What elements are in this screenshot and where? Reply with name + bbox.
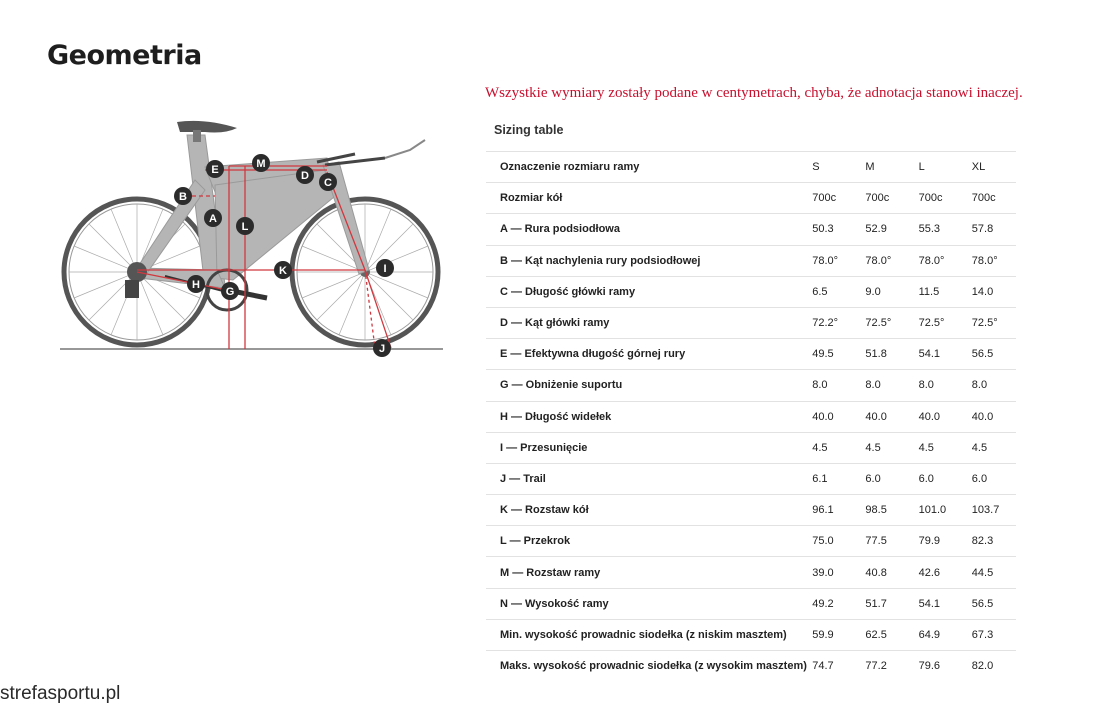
page-title: Geometria xyxy=(47,40,202,71)
value-cell: 54.1 xyxy=(919,588,972,619)
table-row xyxy=(486,557,1016,588)
table-row xyxy=(486,370,1016,401)
value-cell: 72.2° xyxy=(812,307,865,338)
value-cell: 59.9 xyxy=(812,619,865,650)
row-label: L — Przekrok xyxy=(486,526,812,557)
aerobars xyxy=(317,140,425,165)
row-label: B — Kąt nachylenia rury podsiodłowej xyxy=(486,245,812,276)
table-row xyxy=(486,651,1016,682)
svg-text:C: C xyxy=(324,177,332,189)
watermark: strefasportu.pl xyxy=(0,683,121,704)
label-g-marker xyxy=(221,282,239,300)
value-cell: 40.8 xyxy=(865,557,918,588)
table-row xyxy=(486,526,1016,557)
table-row xyxy=(486,245,1016,276)
row-label: Rozmiar kół xyxy=(486,183,812,214)
value-cell: 4.5 xyxy=(919,432,972,463)
table-row xyxy=(486,463,1016,494)
value-cell: 78.0° xyxy=(919,245,972,276)
value-cell: 77.5 xyxy=(865,526,918,557)
table-row xyxy=(486,588,1016,619)
units-note: Wszystkie wymiary zostały podane w centymetrach, chyba, że adnotacja stanowi inaczej. xyxy=(485,85,1023,101)
label-c-marker xyxy=(319,173,337,191)
value-cell: 82.0 xyxy=(972,651,1016,682)
value-cell: 49.2 xyxy=(812,588,865,619)
value-cell: 700c xyxy=(812,183,865,214)
value-cell: 64.9 xyxy=(919,619,972,650)
value-cell: 52.9 xyxy=(865,214,918,245)
svg-text:D: D xyxy=(301,170,309,182)
geometry-table xyxy=(486,151,1016,681)
row-label: D — Kąt główki ramy xyxy=(486,307,812,338)
table-header-row xyxy=(486,152,1016,183)
value-cell: 14.0 xyxy=(972,276,1016,307)
label-b-marker xyxy=(174,187,192,205)
label-e-marker xyxy=(206,160,224,178)
value-cell: 40.0 xyxy=(865,401,918,432)
svg-text:E: E xyxy=(211,164,219,176)
value-cell: 51.7 xyxy=(865,588,918,619)
row-label: G — Obniżenie suportu xyxy=(486,370,812,401)
table-row xyxy=(486,183,1016,214)
value-cell: 78.0° xyxy=(865,245,918,276)
saddle xyxy=(177,121,237,133)
value-cell: 55.3 xyxy=(919,214,972,245)
label-d-marker xyxy=(296,166,314,184)
value-cell: 40.0 xyxy=(972,401,1016,432)
header-cell-size: M xyxy=(865,152,918,183)
value-cell: 4.5 xyxy=(972,432,1016,463)
sizing-table-title: Sizing table xyxy=(494,123,564,137)
value-cell: 50.3 xyxy=(812,214,865,245)
table-row xyxy=(486,495,1016,526)
value-cell: 96.1 xyxy=(812,495,865,526)
value-cell: 62.5 xyxy=(865,619,918,650)
svg-text:M: M xyxy=(256,158,266,170)
value-cell: 42.6 xyxy=(919,557,972,588)
svg-text:H: H xyxy=(192,279,200,291)
svg-text:K: K xyxy=(279,265,287,277)
label-l-marker xyxy=(236,217,254,235)
value-cell: 82.3 xyxy=(972,526,1016,557)
value-cell: 98.5 xyxy=(865,495,918,526)
value-cell: 8.0 xyxy=(919,370,972,401)
value-cell: 51.8 xyxy=(865,339,918,370)
value-cell: 11.5 xyxy=(919,276,972,307)
header-cell-size: S xyxy=(812,152,865,183)
value-cell: 40.0 xyxy=(812,401,865,432)
value-cell: 56.5 xyxy=(972,588,1016,619)
value-cell: 4.5 xyxy=(865,432,918,463)
value-cell: 75.0 xyxy=(812,526,865,557)
row-label: Min. wysokość prowadnic siodełka (z niskim masztem) xyxy=(486,619,812,650)
row-label: K — Rozstaw kół xyxy=(486,495,812,526)
value-cell: 8.0 xyxy=(812,370,865,401)
label-i-marker xyxy=(376,259,394,277)
table-row xyxy=(486,307,1016,338)
label-h-marker xyxy=(187,275,205,293)
label-a-marker xyxy=(204,209,222,227)
table-row xyxy=(486,432,1016,463)
value-cell: 78.0° xyxy=(812,245,865,276)
value-cell: 40.0 xyxy=(919,401,972,432)
value-cell: 101.0 xyxy=(919,495,972,526)
value-cell: 4.5 xyxy=(812,432,865,463)
bike-geometry-diagram xyxy=(55,110,455,365)
value-cell: 700c xyxy=(972,183,1016,214)
header-cell-label: Oznaczenie rozmiaru ramy xyxy=(486,152,812,183)
row-label: A — Rura podsiodłowa xyxy=(486,214,812,245)
value-cell: 67.3 xyxy=(972,619,1016,650)
table-row xyxy=(486,401,1016,432)
svg-text:G: G xyxy=(225,286,235,298)
row-label: H — Długość widełek xyxy=(486,401,812,432)
table-row xyxy=(486,619,1016,650)
value-cell: 72.5° xyxy=(972,307,1016,338)
value-cell: 72.5° xyxy=(919,307,972,338)
value-cell: 9.0 xyxy=(865,276,918,307)
label-m-marker xyxy=(252,154,270,172)
row-label: I — Przesunięcie xyxy=(486,432,812,463)
svg-text:I: I xyxy=(383,263,387,275)
header-cell-size: L xyxy=(919,152,972,183)
table-row xyxy=(486,276,1016,307)
value-cell: 78.0° xyxy=(972,245,1016,276)
label-j-marker xyxy=(373,339,391,357)
svg-text:J: J xyxy=(378,343,386,355)
value-cell: 6.5 xyxy=(812,276,865,307)
svg-text:L: L xyxy=(241,221,249,233)
value-cell: 72.5° xyxy=(865,307,918,338)
value-cell: 57.8 xyxy=(972,214,1016,245)
table-row xyxy=(486,339,1016,370)
value-cell: 79.9 xyxy=(919,526,972,557)
svg-text:A: A xyxy=(209,213,217,225)
table-row xyxy=(486,214,1016,245)
header-cell-size: XL xyxy=(972,152,1016,183)
value-cell: 56.5 xyxy=(972,339,1016,370)
svg-text:B: B xyxy=(179,191,187,203)
value-cell: 6.0 xyxy=(919,463,972,494)
value-cell: 700c xyxy=(919,183,972,214)
value-cell: 8.0 xyxy=(865,370,918,401)
row-label: M — Rozstaw ramy xyxy=(486,557,812,588)
value-cell: 8.0 xyxy=(972,370,1016,401)
row-label: E — Efektywna długość górnej rury xyxy=(486,339,812,370)
row-label: Maks. wysokość prowadnic siodełka (z wysokim masztem) xyxy=(486,651,812,682)
value-cell: 103.7 xyxy=(972,495,1016,526)
row-label: C — Długość główki ramy xyxy=(486,276,812,307)
row-label: J — Trail xyxy=(486,463,812,494)
value-cell: 700c xyxy=(865,183,918,214)
value-cell: 49.5 xyxy=(812,339,865,370)
label-k-marker xyxy=(274,261,292,279)
value-cell: 54.1 xyxy=(919,339,972,370)
value-cell: 6.1 xyxy=(812,463,865,494)
value-cell: 6.0 xyxy=(972,463,1016,494)
value-cell: 74.7 xyxy=(812,651,865,682)
value-cell: 77.2 xyxy=(865,651,918,682)
value-cell: 79.6 xyxy=(919,651,972,682)
value-cell: 6.0 xyxy=(865,463,918,494)
row-label: N — Wysokość ramy xyxy=(486,588,812,619)
value-cell: 44.5 xyxy=(972,557,1016,588)
value-cell: 39.0 xyxy=(812,557,865,588)
